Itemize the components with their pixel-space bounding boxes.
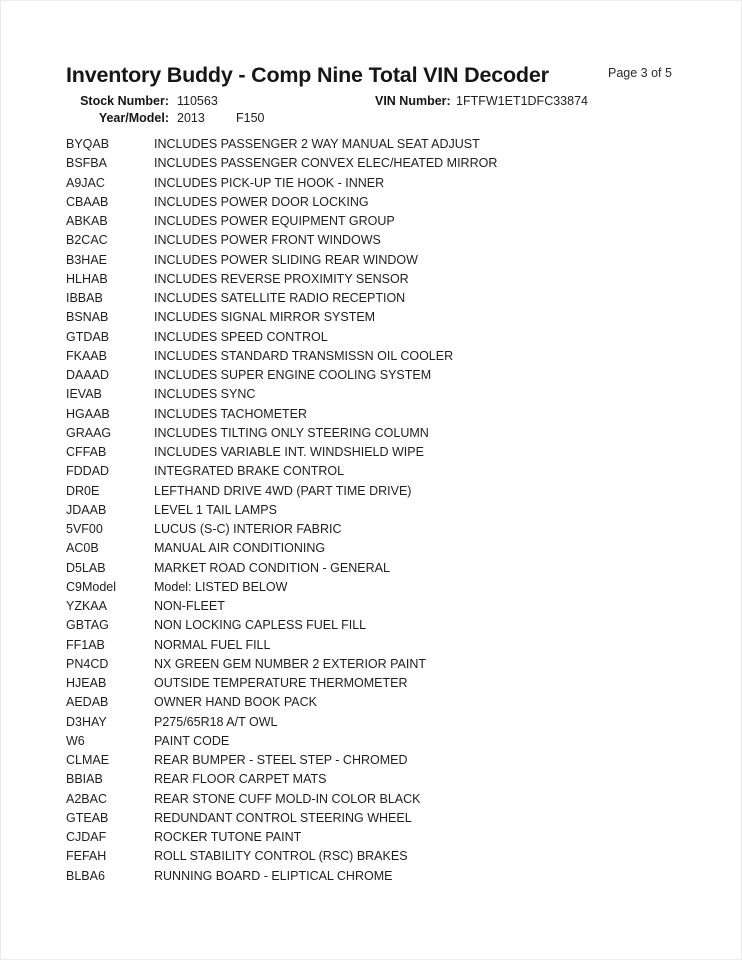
option-code: FDDAD xyxy=(66,464,110,479)
option-row xyxy=(1,655,741,674)
option-row xyxy=(1,770,741,789)
option-row xyxy=(1,751,741,770)
year-model-label: Year/Model: xyxy=(98,111,169,125)
option-code: DR0E xyxy=(66,483,100,498)
option-row xyxy=(1,828,741,847)
option-description: INCLUDES TILTING ONLY STEERING COLUMN xyxy=(154,425,429,440)
option-row xyxy=(1,385,741,404)
option-description: LEVEL 1 TAIL LAMPS xyxy=(154,502,277,517)
model-value: F150 xyxy=(236,111,265,125)
option-description: INCLUDES REVERSE PROXIMITY SENSOR xyxy=(154,271,409,286)
vin-number-label: VIN Number: xyxy=(375,94,451,108)
option-row xyxy=(1,693,741,712)
option-code: FF1AB xyxy=(66,637,105,652)
option-code: BSFBA xyxy=(66,156,107,171)
option-description: INCLUDES STANDARD TRANSMISSN OIL COOLER xyxy=(154,348,454,363)
option-row xyxy=(1,174,741,193)
option-code: CFFAB xyxy=(66,445,107,459)
vehicle-meta xyxy=(1,94,741,128)
option-row xyxy=(1,251,741,270)
report-header xyxy=(1,63,741,93)
option-code: AC0B xyxy=(66,541,99,556)
option-row xyxy=(1,308,741,327)
option-row xyxy=(1,154,741,173)
year-value: 2013 xyxy=(177,111,205,125)
option-description: P275/65R18 A/T OWL xyxy=(154,714,278,729)
option-code: C9Model xyxy=(66,579,117,594)
option-code: GBTAG xyxy=(66,618,109,633)
option-code: GTEAB xyxy=(66,810,109,825)
option-row xyxy=(1,732,741,751)
option-row xyxy=(1,424,741,443)
page-title: Inventory Buddy - Comp Nine Total VIN Decoder xyxy=(66,63,549,87)
stock-number-label: Stock Number: xyxy=(80,94,169,108)
option-code: HJEAB xyxy=(66,676,107,690)
option-row xyxy=(1,578,741,597)
option-description: INCLUDES POWER FRONT WINDOWS xyxy=(154,233,381,248)
option-description: INCLUDES VARIABLE INT. WINDSHIELD WIPE xyxy=(154,445,424,459)
option-description: Model: LISTED BELOW xyxy=(154,579,288,594)
option-code: HGAAB xyxy=(66,406,110,421)
option-code: B3HAE xyxy=(66,252,107,267)
option-row xyxy=(1,501,741,520)
option-description: NX GREEN GEM NUMBER 2 EXTERIOR PAINT xyxy=(154,656,427,671)
option-code: GRAAG xyxy=(66,425,112,440)
vin-number-value: 1FTFW1ET1DFC33874 xyxy=(456,94,588,108)
option-code: D5LAB xyxy=(66,560,106,575)
option-description: NORMAL FUEL FILL xyxy=(154,637,271,652)
option-code: BYQAB xyxy=(66,137,110,151)
option-row xyxy=(1,462,741,481)
option-description: INCLUDES SATELLITE RADIO RECEPTION xyxy=(154,291,406,305)
option-description: REAR STONE CUFF MOLD-IN COLOR BLACK xyxy=(154,791,421,806)
stock-vin-line xyxy=(1,94,741,111)
option-description: ROLL STABILITY CONTROL (RSC) BRAKES xyxy=(154,849,408,864)
option-row xyxy=(1,231,741,250)
option-description: ROCKER TUTONE PAINT xyxy=(154,830,302,844)
option-code: PN4CD xyxy=(66,656,109,671)
option-description: NON-FLEET xyxy=(154,599,225,613)
option-row xyxy=(1,482,741,501)
option-code: IBBAB xyxy=(66,291,103,305)
option-row xyxy=(1,328,741,347)
option-row xyxy=(1,289,741,308)
option-row xyxy=(1,193,741,212)
option-code: BSNAB xyxy=(66,310,109,325)
option-description: INCLUDES POWER DOOR LOCKING xyxy=(154,194,369,209)
option-description: INCLUDES PICK-UP TIE HOOK - INNER xyxy=(154,175,385,190)
option-code: FEFAH xyxy=(66,849,107,864)
option-row xyxy=(1,405,741,424)
option-description: INCLUDES POWER EQUIPMENT GROUP xyxy=(154,214,395,228)
option-row xyxy=(1,212,741,231)
option-description: LUCUS (S-C) INTERIOR FABRIC xyxy=(154,522,342,536)
option-code: 5VF00 xyxy=(66,522,103,536)
option-row xyxy=(1,443,741,462)
option-description: INCLUDES SUPER ENGINE COOLING SYSTEM xyxy=(154,368,432,382)
option-description: LEFTHAND DRIVE 4WD (PART TIME DRIVE) xyxy=(154,483,412,498)
option-row xyxy=(1,790,741,809)
option-row xyxy=(1,520,741,539)
option-description: INCLUDES PASSENGER 2 WAY MANUAL SEAT ADJUST xyxy=(154,137,480,151)
option-code: GTDAB xyxy=(66,329,110,344)
option-description: MANUAL AIR CONDITIONING xyxy=(154,541,326,556)
option-row xyxy=(1,674,741,693)
option-code: CJDAF xyxy=(66,830,107,844)
option-row xyxy=(1,539,741,558)
year-model-line xyxy=(1,111,741,128)
option-description: MARKET ROAD CONDITION - GENERAL xyxy=(154,560,390,575)
option-description: INCLUDES TACHOMETER xyxy=(154,406,308,421)
option-description: INTEGRATED BRAKE CONTROL xyxy=(154,464,345,479)
option-code: AEDAB xyxy=(66,695,109,710)
option-code: DAAAD xyxy=(66,368,110,382)
stock-number-value: 110563 xyxy=(177,94,218,108)
option-row xyxy=(1,636,741,655)
option-code: CLMAE xyxy=(66,753,110,767)
option-code: BBIAB xyxy=(66,772,103,787)
option-row xyxy=(1,847,741,866)
option-code: A2BAC xyxy=(66,791,107,806)
option-description: REAR BUMPER - STEEL STEP - CHROMED xyxy=(154,753,408,767)
option-description: OUTSIDE TEMPERATURE THERMOMETER xyxy=(154,676,408,690)
option-row xyxy=(1,270,741,289)
option-code: JDAAB xyxy=(66,502,107,517)
option-code: CBAAB xyxy=(66,194,109,209)
option-description: PAINT CODE xyxy=(154,733,230,748)
option-code: A9JAC xyxy=(66,175,105,190)
option-code: HLHAB xyxy=(66,271,108,286)
option-description: INCLUDES SPEED CONTROL xyxy=(154,329,328,344)
option-row xyxy=(1,597,741,616)
options-list xyxy=(1,135,741,886)
option-description: INCLUDES POWER SLIDING REAR WINDOW xyxy=(154,252,418,267)
option-row xyxy=(1,366,741,385)
option-row xyxy=(1,347,741,366)
option-row xyxy=(1,616,741,635)
option-description: OWNER HAND BOOK PACK xyxy=(154,695,317,710)
option-description: NON LOCKING CAPLESS FUEL FILL xyxy=(154,618,367,633)
option-description: REDUNDANT CONTROL STEERING WHEEL xyxy=(154,810,412,825)
option-row xyxy=(1,135,741,154)
option-row xyxy=(1,867,741,886)
option-description: INCLUDES SYNC xyxy=(154,387,256,402)
option-description: INCLUDES PASSENGER CONVEX ELEC/HEATED MIRROR xyxy=(154,156,498,171)
option-code: IEVAB xyxy=(66,387,102,402)
option-description: RUNNING BOARD - ELIPTICAL CHROME xyxy=(154,868,393,883)
option-row xyxy=(1,713,741,732)
option-code: YZKAA xyxy=(66,599,107,613)
option-row xyxy=(1,559,741,578)
option-row xyxy=(1,809,741,828)
option-description: INCLUDES SIGNAL MIRROR SYSTEM xyxy=(154,310,376,325)
option-code: BLBA6 xyxy=(66,868,105,883)
option-code: W6 xyxy=(66,733,85,748)
option-code: D3HAY xyxy=(66,714,107,729)
option-description: REAR FLOOR CARPET MATS xyxy=(154,772,327,787)
option-code: B2CAC xyxy=(66,233,108,248)
option-code: FKAAB xyxy=(66,348,107,363)
option-code: ABKAB xyxy=(66,214,108,228)
page-number-indicator: Page 3 of 5 xyxy=(608,66,672,80)
